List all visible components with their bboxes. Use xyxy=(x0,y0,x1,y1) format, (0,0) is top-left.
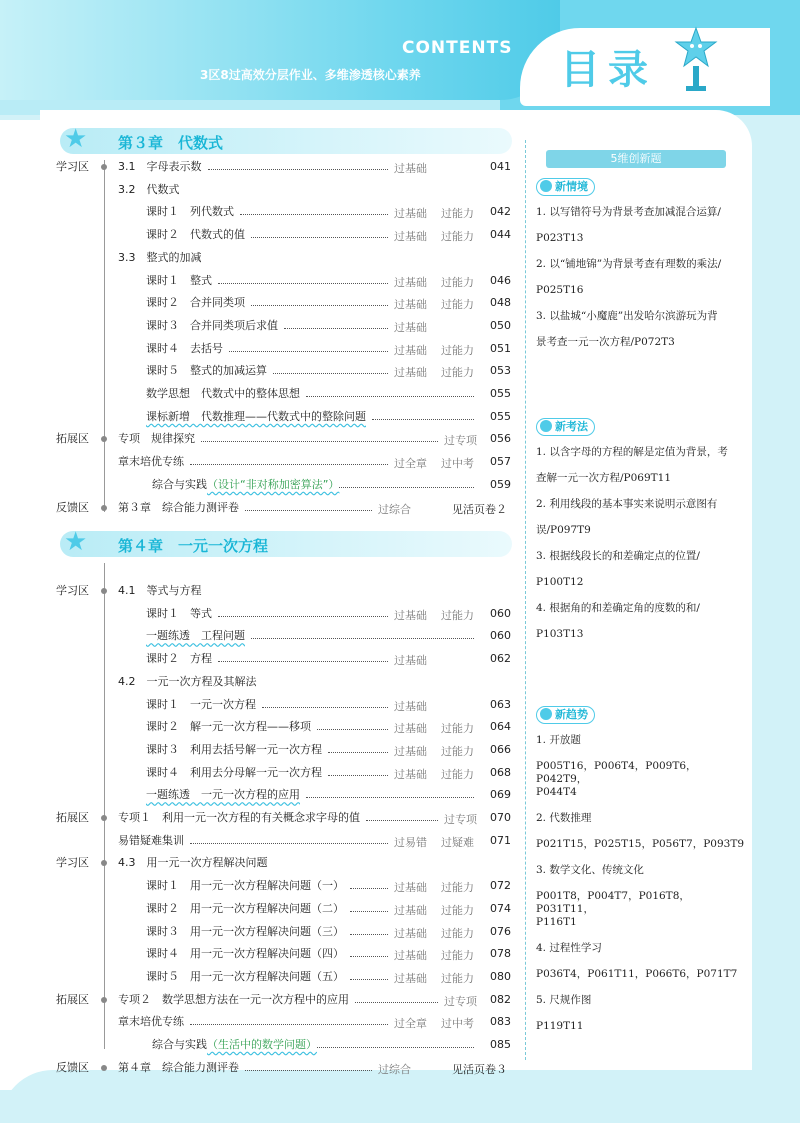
badge-icon xyxy=(540,420,552,432)
timeline-dot xyxy=(101,815,107,821)
page-number: 053 xyxy=(490,364,511,378)
page-number: 078 xyxy=(490,947,511,961)
toc-entry[interactable] xyxy=(118,249,202,267)
toc-entry[interactable] xyxy=(146,362,267,380)
level-tag: 过能力 xyxy=(441,767,474,781)
toc-entry[interactable] xyxy=(146,226,245,244)
level-tag: 过能力 xyxy=(441,926,474,940)
toc-entry-text: 综合与实践 xyxy=(152,477,207,491)
level-tag: 过基础 xyxy=(394,207,427,221)
innovation-item: 1. 以写错符号为背景考查加减混合运算/ xyxy=(536,206,721,218)
level-tag: 过基础 xyxy=(394,767,427,781)
toc-entry-text: 课时１ 整式 xyxy=(146,273,212,287)
leader-dots xyxy=(350,902,388,912)
innovation-item[interactable]: P103T13 xyxy=(536,628,584,640)
page-number: 044 xyxy=(490,228,511,242)
toc-entry[interactable] xyxy=(146,385,300,403)
innovation-item: 5. 尺规作图 xyxy=(536,994,592,1006)
tagline: 3区8过高效分层作业、多维渗透核心素养 xyxy=(200,68,421,82)
toc-entry[interactable] xyxy=(146,408,366,426)
innovation-item: 4. 过程性学习 xyxy=(536,942,602,954)
page-number: 051 xyxy=(490,341,511,355)
leader-dots xyxy=(251,228,388,238)
toc-entry[interactable] xyxy=(146,340,223,358)
toc-entry-text: 课时１ 等式 xyxy=(146,606,212,620)
innovation-item: 3. 数学文化、传统文化 xyxy=(536,864,644,876)
zone-label: 拓展区 xyxy=(56,432,89,446)
toc-entry[interactable] xyxy=(146,317,278,335)
contents-label: CONTENTS xyxy=(402,38,513,58)
page-number: 083 xyxy=(490,1015,511,1029)
level-tag: 过能力 xyxy=(441,366,474,380)
toc-entry-subtitle: （生活中的数学问题） xyxy=(207,1038,317,1051)
leader-dots xyxy=(372,410,474,420)
toc-entry-text: 课时２ 代数式的值 xyxy=(146,228,245,242)
toc-entry[interactable] xyxy=(152,1036,317,1054)
toc-entry-text: 一题练透 工程问题 xyxy=(146,629,245,643)
level-tag: 过基础 xyxy=(394,298,427,312)
page-title: 目录 xyxy=(560,47,656,93)
innovation-item: 4. 根据角的和差确定角的度数的和/ xyxy=(536,602,700,614)
toc-entry-text: 专项 规律探究 xyxy=(118,432,195,446)
bottom-band xyxy=(0,1070,800,1123)
level-tag: 过中考 xyxy=(441,457,474,471)
level-tag: 过基础 xyxy=(394,699,427,713)
leader-dots xyxy=(366,811,438,821)
leader-dots xyxy=(245,1061,372,1071)
toc-entry[interactable] xyxy=(118,1059,239,1077)
page-number: 062 xyxy=(490,652,511,666)
innovation-item[interactable]: P036T4，P061T11，P066T6，P071T7 xyxy=(536,968,738,980)
innovation-item: 2. 以“铺地锦”为背景考查有理数的乘法/ xyxy=(536,258,722,270)
toc-entry-text: 课时２ 合并同类项 xyxy=(146,296,245,310)
level-tag: 过全章 xyxy=(394,457,427,471)
leader-dots xyxy=(262,698,388,708)
leader-dots xyxy=(339,478,474,488)
innovation-item[interactable]: P116T1 xyxy=(536,916,577,928)
chapter-star-icon: ★ xyxy=(64,527,88,557)
zone-label: 拓展区 xyxy=(56,811,89,824)
level-tag: 过专项 xyxy=(444,813,477,826)
toc-entry-text: 专项２ 数学思想方法在一元一次方程中的应用 xyxy=(118,992,349,1006)
page-number: 070 xyxy=(490,811,511,824)
level-tag: 过能力 xyxy=(441,971,474,985)
toc-entry-text: 课时１ 一元一次方程 xyxy=(146,697,256,711)
toc-entry[interactable] xyxy=(146,718,311,736)
level-tag: 过专项 xyxy=(444,434,477,448)
leader-dots xyxy=(328,766,388,776)
leader-dots xyxy=(190,834,388,844)
toc-entry[interactable] xyxy=(118,809,360,827)
badge-label: 新趋势 xyxy=(555,708,588,721)
leader-dots xyxy=(273,364,388,374)
page-number: 046 xyxy=(490,273,511,287)
timeline-dot xyxy=(101,164,107,170)
toc-entry-text: 课时４ 用一元一次方程解决问题（四） xyxy=(146,947,344,961)
badge-icon xyxy=(540,180,552,192)
page-number: 071 xyxy=(490,833,511,847)
toc-entry-text: 3.3 整式的加减 xyxy=(118,250,202,264)
toc-entry[interactable] xyxy=(146,945,344,963)
leader-dots xyxy=(251,629,474,639)
toc-entry[interactable] xyxy=(118,499,239,517)
toc-entry[interactable] xyxy=(118,181,180,199)
page-number: 见活页卷２ xyxy=(452,502,507,516)
page-number: 085 xyxy=(490,1038,511,1051)
innovation-item: 3. 以盐城“小魔鹿”出发哈尔滨游玩为背 xyxy=(536,310,718,322)
innovation-item[interactable]: P001T8，P004T7，P016T8，P031T11， xyxy=(536,890,690,915)
innovation-item[interactable]: P021T15，P025T15，P056T7，P093T9 xyxy=(536,838,745,850)
level-tag: 过基础 xyxy=(394,881,427,895)
page-number: 063 xyxy=(490,697,511,711)
toc-entry-text: 第３章 综合能力测评卷 xyxy=(118,500,239,514)
toc-entry[interactable] xyxy=(146,650,212,668)
chapter-3-timeline xyxy=(104,160,105,512)
leader-dots xyxy=(245,501,372,511)
level-tag: 过基础 xyxy=(394,366,427,380)
toc-entry-text: 课时２ 用一元一次方程解决问题（二） xyxy=(146,901,344,915)
page-number: 060 xyxy=(490,606,511,620)
chapter-3-title[interactable]: 第３章 代数式 xyxy=(118,134,224,152)
level-tag: 过基础 xyxy=(394,722,427,736)
badge-label: 新情境 xyxy=(555,180,588,193)
toc-entry[interactable] xyxy=(146,272,212,290)
innovation-item[interactable]: P025T16 xyxy=(536,284,584,296)
toc-entry-text: 课标新增 代数推理——代数式中的整除问题 xyxy=(146,409,366,423)
level-tag: 过基础 xyxy=(394,949,427,963)
toc-entry-text: 3.2 代数式 xyxy=(118,182,180,196)
level-tag: 过基础 xyxy=(394,903,427,917)
leader-dots xyxy=(218,652,388,662)
toc-entry-text: 一题练透 一元一次方程的应用 xyxy=(146,788,300,802)
innovation-item[interactable]: 查解一元一次方程/P069T11 xyxy=(536,472,672,484)
level-tag: 过能力 xyxy=(441,275,474,289)
page-number: 074 xyxy=(490,901,511,915)
page-number: 见活页卷３ xyxy=(452,1062,507,1076)
badge-label: 新考法 xyxy=(555,420,588,433)
page-number: 055 xyxy=(490,409,511,423)
leader-dots xyxy=(317,720,388,730)
toc-entry-text: 章末培优专练 xyxy=(118,455,184,469)
page-number: 048 xyxy=(490,296,511,310)
toc-entry[interactable] xyxy=(146,968,344,986)
toc-entry[interactable] xyxy=(152,476,339,494)
level-tag: 过基础 xyxy=(394,343,427,357)
page-number: 060 xyxy=(490,629,511,643)
innovation-item[interactable]: 景考查一元一次方程/P072T3 xyxy=(536,336,675,348)
toc-entry[interactable] xyxy=(118,453,184,471)
innovation-item[interactable]: P005T16，P006T4，P009T6，P042T9， xyxy=(536,760,697,785)
toc-entry-text: 章末培优专练 xyxy=(118,1015,184,1029)
toc-entry[interactable] xyxy=(146,294,245,312)
page-number: 055 xyxy=(490,387,511,400)
page-number: 066 xyxy=(490,742,511,756)
chapter-4-title[interactable]: 第４章 一元一次方程 xyxy=(118,537,269,555)
level-tag: 过基础 xyxy=(394,654,427,668)
page-number: 080 xyxy=(490,969,511,983)
toc-entry-text: 课时２ 解一元一次方程——移项 xyxy=(146,720,311,734)
level-tag: 过能力 xyxy=(441,949,474,963)
leader-dots xyxy=(201,432,438,442)
toc-entry[interactable] xyxy=(118,673,257,691)
page-number: 076 xyxy=(490,924,511,938)
toc-entry-text: 课时５ 整式的加减运算 xyxy=(146,364,267,378)
toc-entry-text: 4.1 等式与方程 xyxy=(118,584,202,597)
level-tag: 过能力 xyxy=(441,881,474,895)
toc-entry[interactable] xyxy=(146,877,344,895)
toc-entry-text: 课时４ 利用去分母解一元一次方程 xyxy=(146,765,322,779)
level-tag: 过能力 xyxy=(441,207,474,221)
leader-dots xyxy=(190,1015,388,1025)
leader-dots xyxy=(306,387,474,397)
level-tag: 过基础 xyxy=(394,926,427,940)
toc-entry-text: 课时５ 用一元一次方程解决问题（五） xyxy=(146,969,344,983)
toc-entry[interactable] xyxy=(146,764,322,782)
innovation-item: 1. 以含字母的方程的解是定值为背景，考 xyxy=(536,446,728,458)
column-divider xyxy=(525,140,526,1060)
star-mascot-icon xyxy=(672,20,720,100)
toc-entry-text: 数学思想 代数式中的整体思想 xyxy=(146,387,300,400)
timeline-dot xyxy=(101,1065,107,1071)
toc-entry[interactable] xyxy=(146,696,256,714)
level-tag: 过能力 xyxy=(441,343,474,357)
leader-dots xyxy=(328,743,388,753)
toc-entry-text: 第４章 综合能力测评卷 xyxy=(118,1060,239,1074)
toc-entry[interactable] xyxy=(146,900,344,918)
chapter-star-icon: ★ xyxy=(64,124,88,154)
page-number: 056 xyxy=(490,432,511,446)
toc-entry[interactable] xyxy=(118,854,268,872)
leader-dots xyxy=(229,342,388,352)
zone-label: 拓展区 xyxy=(56,992,89,1006)
level-tag: 过能力 xyxy=(441,744,474,758)
leader-dots xyxy=(317,1038,474,1048)
leader-dots xyxy=(190,455,388,465)
toc-entry[interactable] xyxy=(146,741,322,759)
toc-entry[interactable] xyxy=(146,786,300,804)
leader-dots xyxy=(350,970,388,980)
toc-entry[interactable] xyxy=(118,832,184,850)
leader-dots xyxy=(350,925,388,935)
level-tag: 过能力 xyxy=(441,722,474,736)
level-tag: 过基础 xyxy=(394,971,427,985)
toc-entry[interactable] xyxy=(146,923,344,941)
leader-dots xyxy=(251,296,388,306)
leader-dots xyxy=(306,788,474,798)
timeline-dot xyxy=(101,505,107,511)
zone-label: 学习区 xyxy=(56,584,89,597)
toc-entry-text: 课时３ 合并同类项后求值 xyxy=(146,318,278,332)
level-tag: 过综合 xyxy=(378,502,411,516)
innovation-title: 5维创新题 xyxy=(546,150,726,168)
toc-entry-text: 课时４ 去括号 xyxy=(146,341,223,355)
section-badge xyxy=(536,418,595,436)
leader-dots xyxy=(350,879,388,889)
toc-entry-text: 4.3 用一元一次方程解决问题 xyxy=(118,856,268,870)
zone-label: 反馈区 xyxy=(56,500,89,514)
toc-entry-text: 易错疑难集训 xyxy=(118,833,184,847)
level-tag: 过基础 xyxy=(394,744,427,758)
toc-entry[interactable] xyxy=(118,430,195,448)
level-tag: 过综合 xyxy=(378,1062,411,1076)
page-number: 072 xyxy=(490,879,511,893)
toc-entry[interactable] xyxy=(118,1013,184,1031)
page-number: 057 xyxy=(490,455,511,469)
innovation-item[interactable]: 误/P097T9 xyxy=(536,524,591,536)
toc-entry-text: 综合与实践 xyxy=(152,1038,207,1051)
leader-dots xyxy=(284,319,388,329)
level-tag: 过能力 xyxy=(441,608,474,622)
chapter-4-timeline xyxy=(104,563,105,1049)
toc-entry-text: 课时３ 用一元一次方程解决问题（三） xyxy=(146,924,344,938)
level-tag: 过基础 xyxy=(394,608,427,622)
innovation-item[interactable]: P100T12 xyxy=(536,576,584,588)
toc-entry-subtitle: （设计“非对称加密算法”） xyxy=(207,477,340,491)
toc-entry-text: 课时１ 列代数式 xyxy=(146,205,234,219)
toc-entry[interactable] xyxy=(118,158,202,176)
timeline-dot xyxy=(101,997,107,1003)
toc-entry-text: 3.1 字母表示数 xyxy=(118,160,202,173)
page-number: 082 xyxy=(490,992,511,1006)
page-number: 068 xyxy=(490,765,511,779)
toc-entry-text: 4.2 一元一次方程及其解法 xyxy=(118,674,257,688)
leader-dots xyxy=(218,274,388,284)
page-number: 041 xyxy=(490,160,511,173)
innovation-item: 2. 代数推理 xyxy=(536,812,592,824)
leader-dots xyxy=(208,160,389,170)
level-tag: 过能力 xyxy=(441,903,474,917)
level-tag: 过基础 xyxy=(394,320,427,334)
level-tag: 过能力 xyxy=(441,298,474,312)
page-number: 064 xyxy=(490,720,511,734)
toc-entry-text: 专项１ 利用一元一次方程的有关概念求字母的值 xyxy=(118,811,360,824)
toc-entry[interactable] xyxy=(146,203,234,221)
toc-entry[interactable] xyxy=(146,605,212,623)
innovation-item: 3. 根据线段长的和差确定点的位置/ xyxy=(536,550,700,562)
timeline-dot xyxy=(101,588,107,594)
leader-dots xyxy=(240,205,388,215)
toc-entry-text: 课时２ 方程 xyxy=(146,652,212,666)
level-tag: 过能力 xyxy=(441,230,474,244)
toc-entry-text: 课时３ 利用去括号解一元一次方程 xyxy=(146,742,322,756)
level-tag: 过易错 xyxy=(394,835,427,849)
innovation-item[interactable]: P023T13 xyxy=(536,232,584,244)
badge-icon xyxy=(540,708,552,720)
toc-entry[interactable] xyxy=(118,582,202,600)
level-tag: 过基础 xyxy=(394,275,427,289)
innovation-item[interactable]: P119T11 xyxy=(536,1020,584,1032)
page-number: 069 xyxy=(490,788,511,802)
section-badge xyxy=(536,178,595,196)
toc-entry[interactable] xyxy=(118,991,349,1009)
leader-dots xyxy=(350,947,388,957)
page-number: 042 xyxy=(490,205,511,219)
level-tag: 过全章 xyxy=(394,1017,427,1031)
level-tag: 过基础 xyxy=(394,162,427,175)
page-number: 050 xyxy=(490,318,511,332)
level-tag: 过中考 xyxy=(441,1017,474,1031)
innovation-item: 1. 开放题 xyxy=(536,734,581,746)
zone-label: 学习区 xyxy=(56,160,89,173)
innovation-item[interactable]: P044T4 xyxy=(536,786,577,798)
innovation-item: 2. 利用线段的基本事实来说明示意图有 xyxy=(536,498,718,510)
toc-entry[interactable] xyxy=(146,627,245,645)
level-tag: 过基础 xyxy=(394,230,427,244)
section-badge xyxy=(536,706,595,724)
zone-label: 反馈区 xyxy=(56,1060,89,1074)
level-tag: 过专项 xyxy=(444,994,477,1008)
zone-label: 学习区 xyxy=(56,856,89,870)
page-number: 059 xyxy=(490,477,511,491)
leader-dots xyxy=(355,993,438,1003)
leader-dots xyxy=(218,607,388,617)
level-tag: 过疑难 xyxy=(441,835,474,849)
toc-entry-text: 课时１ 用一元一次方程解决问题（一） xyxy=(146,879,344,893)
